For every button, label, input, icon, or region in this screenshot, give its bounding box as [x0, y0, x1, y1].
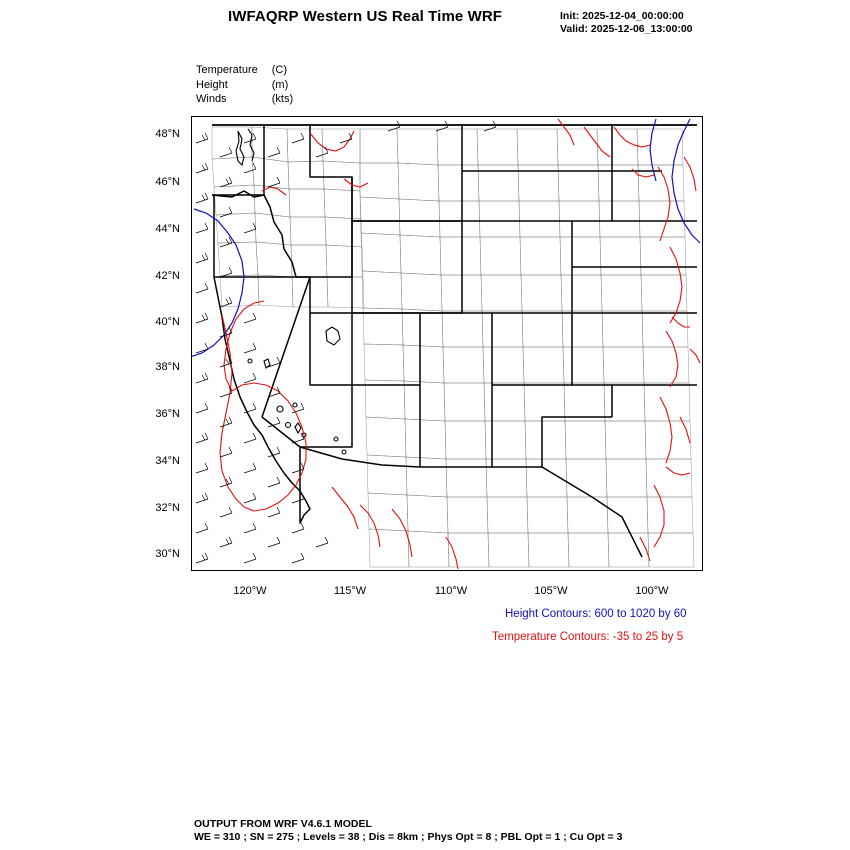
init-time: Init: 2025-12-04_00:00:00	[560, 10, 684, 22]
height-contours	[192, 119, 700, 357]
wind-barbs	[196, 121, 496, 563]
lat-label-30: 30°N	[155, 548, 180, 560]
footer-line-2: WE = 310 ; SN = 275 ; Levels = 38 ; Dis = 8km ; Phys Opt = 8 ; PBL Opt = 1 ; Cu Opt = 3	[194, 831, 623, 843]
lat-label-40: 40°N	[155, 316, 180, 328]
lon-label-110: 110°W	[434, 585, 468, 597]
legend-row-height	[196, 78, 293, 93]
lat-label-48: 48°N	[155, 128, 180, 140]
legend-field-winds: Winds	[196, 93, 227, 105]
footer-line-1: OUTPUT FROM WRF V4.6.1 MODEL	[194, 818, 372, 830]
legend-unit-height: (m)	[271, 78, 289, 91]
legend-field-temperature: Temperature	[196, 64, 258, 76]
lat-label-46: 46°N	[155, 176, 180, 188]
model-run-info	[560, 10, 693, 36]
legend-row-temperature	[196, 63, 293, 78]
lat-label-42: 42°N	[155, 270, 180, 282]
lon-label-105: 105°W	[534, 585, 568, 597]
model-output-footer	[194, 818, 622, 844]
valid-time: Valid: 2025-12-06_13:00:00	[560, 23, 693, 35]
lat-label-44: 44°N	[155, 223, 180, 235]
temperature-contour-caption: Temperature Contours: -35 to 25 by 5	[492, 631, 684, 643]
lat-label-38: 38°N	[155, 361, 180, 373]
county-lines	[212, 127, 694, 567]
units-legend	[196, 63, 293, 107]
state-borders	[212, 125, 697, 557]
legend-row-winds	[196, 92, 293, 107]
lat-label-34: 34°N	[155, 455, 180, 467]
lon-label-115: 115°W	[333, 585, 367, 597]
temperature-contours	[220, 119, 700, 569]
weather-map[interactable]	[191, 116, 703, 571]
lat-label-36: 36°N	[155, 408, 180, 420]
lon-label-100: 100°W	[635, 585, 669, 597]
legend-unit-temperature: (C)	[271, 64, 288, 76]
legend-unit-winds: (kts)	[271, 93, 294, 105]
height-contour-caption: Height Contours: 600 to 1020 by 60	[505, 608, 687, 620]
lat-label-32: 32°N	[155, 502, 180, 514]
page-title-text: IWFAQRP Western US Real Time WRF	[227, 8, 503, 25]
legend-field-height: Height	[196, 78, 228, 91]
lon-label-120: 120°W	[233, 585, 267, 597]
page-title	[0, 8, 850, 25]
